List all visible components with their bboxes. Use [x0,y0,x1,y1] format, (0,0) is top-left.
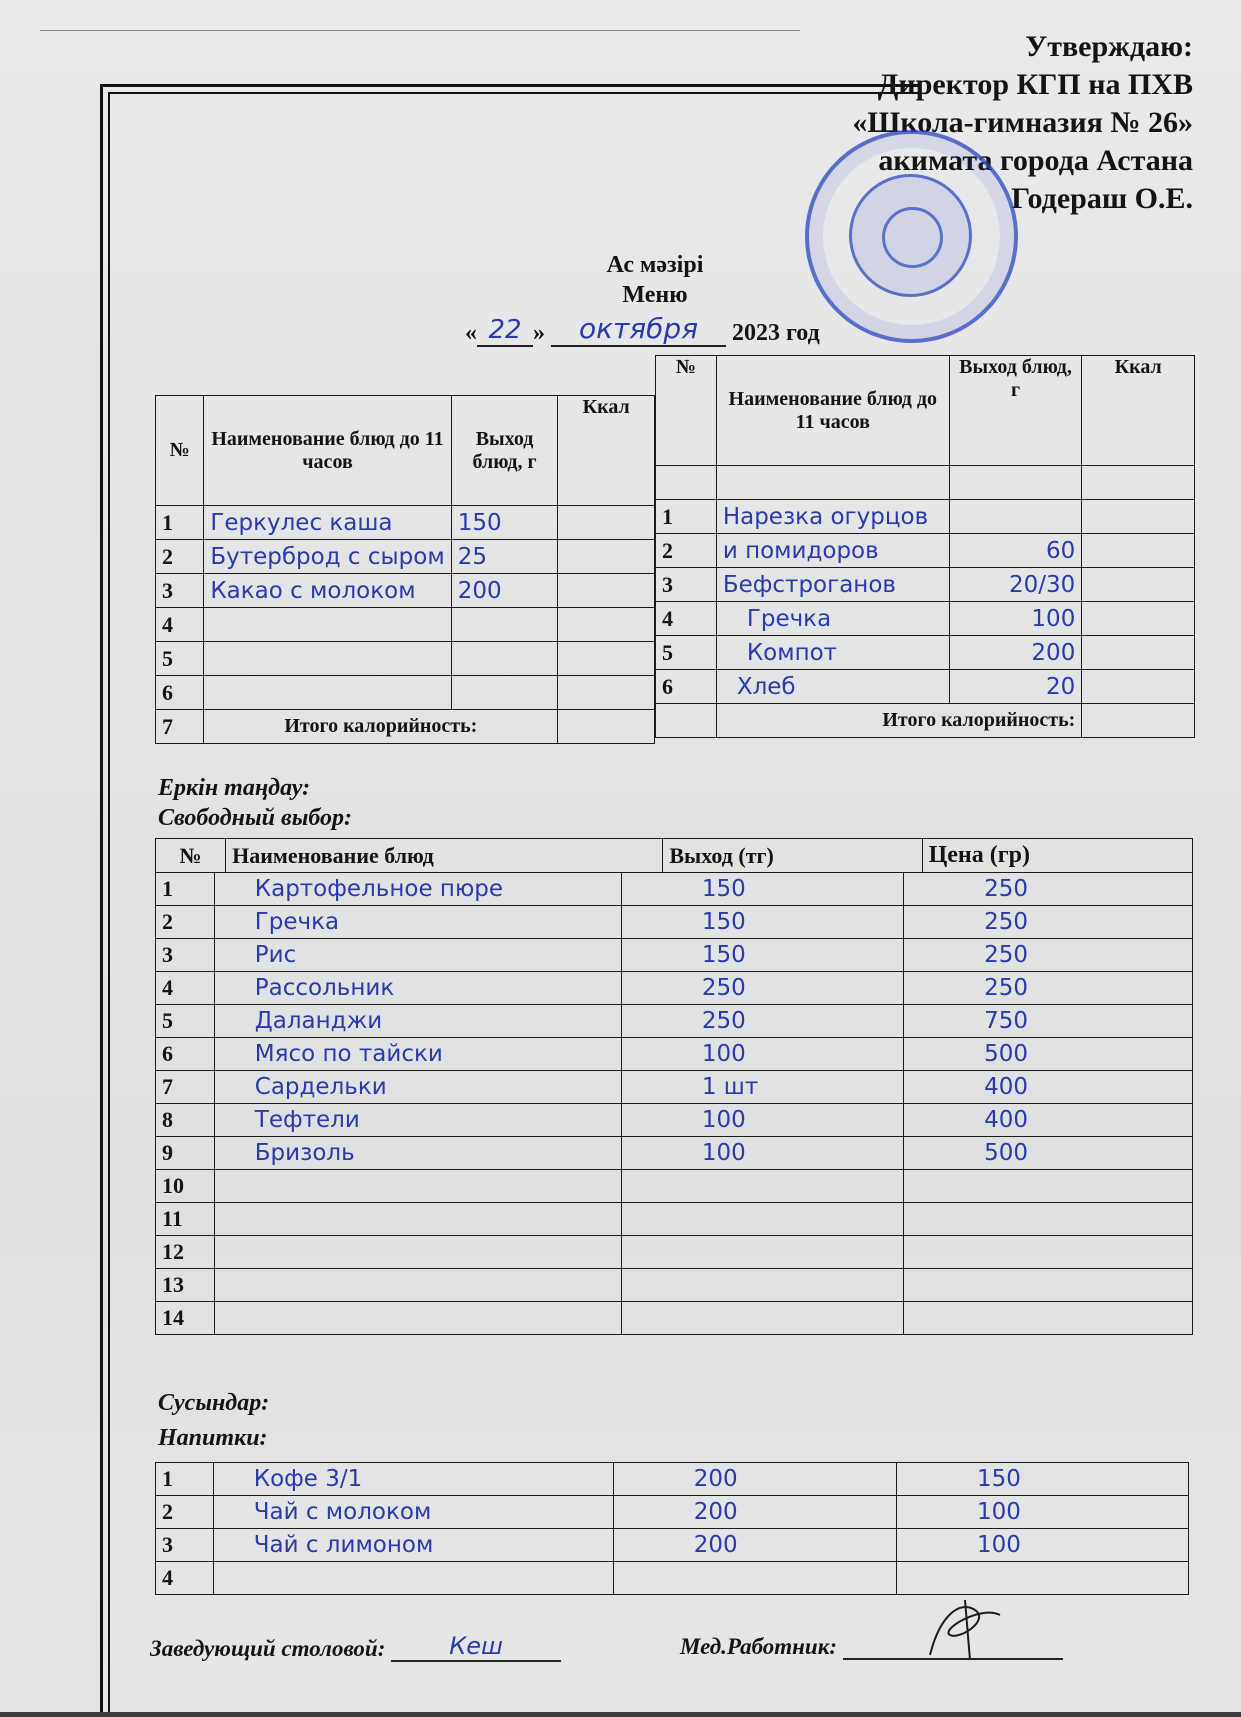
row-number: 4 [656,602,717,636]
date-quote-close: » [533,320,545,346]
col-output: Выход (тг) [663,839,922,873]
free-choice-table [155,838,1193,873]
col-price: Цена (гр) [922,839,1192,873]
dish-kcal [1082,534,1195,568]
dish-price: 100 [897,1529,1189,1562]
dish-price: 500 [904,1137,1193,1170]
dish-kcal [1082,466,1195,500]
row-number [656,466,717,500]
frame-top-faint [40,30,800,31]
dish-name: Хлеб [716,670,949,704]
dish-output [451,608,558,642]
dish-price [904,1203,1193,1236]
dish-kcal [558,608,655,642]
table-row [156,1170,1193,1203]
table-row [156,1137,1193,1170]
table-row [156,1463,1189,1496]
total-calories-label: Итого калорийность: [716,704,1082,738]
dish-output: 200 [451,574,558,608]
dish-output [621,1269,903,1302]
total-calories-label: Итого калорийность: [204,710,558,744]
table-row [156,1203,1193,1236]
row-number: 4 [156,1562,214,1595]
table-row [156,1038,1193,1071]
stamp-emblem [849,174,972,297]
dish-output: 150 [451,506,558,540]
row-number: 3 [656,568,717,602]
dish-name [214,1236,621,1269]
row-number: 5 [156,642,204,676]
total-calories-value [558,710,655,744]
row-number: 1 [656,500,717,534]
dish-output: 100 [621,1104,903,1137]
dish-name [204,642,451,676]
row-number: 1 [156,1463,214,1496]
free-choice-label-kz: Еркін таңдау: [158,775,311,801]
dish-output: 100 [621,1038,903,1071]
col-number: № [156,839,226,873]
dish-kcal [558,540,655,574]
dish-output: 1 шт [621,1071,903,1104]
date-day: 22 [477,315,533,347]
dish-name [214,1170,621,1203]
approval-line: Директор КГП на ПХВ [877,68,1193,101]
menu-table-right [655,355,1195,738]
table-row [156,1005,1193,1038]
signature-scribble-icon [920,1595,1010,1665]
date-month: октября [551,312,726,347]
stamp-emblem-core [882,207,943,268]
dish-name: Чай с лимоном [213,1529,613,1562]
row-number: 4 [156,972,215,1005]
dish-price: 250 [904,906,1193,939]
dish-output: 200 [613,1496,896,1529]
approval-line: акимата города Астана [878,144,1193,177]
table-row [156,1071,1193,1104]
dish-name [214,1302,621,1335]
dish-name: Сардельки [214,1071,621,1104]
free-choice-label-ru: Свободный выбор: [158,805,353,831]
dish-name: Даланджи [214,1005,621,1038]
row-number: 14 [156,1302,215,1335]
dish-name: Мясо по тайски [214,1038,621,1071]
dish-output [621,1302,903,1335]
col-dish-name: Наименование блюд [226,839,663,873]
dish-kcal [1082,670,1195,704]
dish-name: Картофельное пюре [214,873,621,906]
canteen-manager-signature [150,1632,561,1662]
dish-name: Нарезка огурцов [716,500,949,534]
dish-output: 150 [621,873,903,906]
dish-name [716,466,949,500]
table-row [156,873,1193,906]
drinks-label-kz: Сусындар: [158,1390,270,1416]
col-number: № [656,356,717,466]
total-calories-value [1082,704,1195,738]
dish-price: 500 [904,1038,1193,1071]
dish-kcal [558,506,655,540]
date-quote-open: « [465,320,477,346]
dish-name: Какао с молоком [204,574,451,608]
row-number: 3 [156,1529,214,1562]
dish-price: 150 [897,1463,1189,1496]
dish-name: и помидоров [716,534,949,568]
frame-left-outer [100,84,103,1712]
dish-name [214,1203,621,1236]
dish-output [451,676,558,710]
row-number: 6 [156,1038,215,1071]
dish-name: Гречка [214,906,621,939]
row-number: 6 [156,676,204,710]
dish-price: 100 [897,1496,1189,1529]
dish-price: 250 [904,873,1193,906]
menu-title [560,250,750,310]
approval-line: Утверждаю: [1025,30,1193,63]
dish-price [904,1170,1193,1203]
row-number: 3 [156,939,215,972]
dish-price: 750 [904,1005,1193,1038]
dish-price [897,1562,1189,1595]
frame-top-outer [100,84,920,87]
row-number: 6 [656,670,717,704]
dish-output [613,1562,896,1595]
approval-line: Годераш О.Е. [1011,182,1193,215]
dish-kcal [558,642,655,676]
dish-output: 200 [613,1463,896,1496]
approval-line: «Школа-гимназия № 26» [852,106,1193,139]
dish-name: Тефтели [214,1104,621,1137]
col-output: Выход блюд, г [949,356,1082,466]
row-number: 5 [156,1005,215,1038]
dish-name: Бефстроганов [716,568,949,602]
table-row [156,1562,1189,1595]
dish-price: 250 [904,939,1193,972]
drinks-table [155,1462,1189,1595]
canteen-manager-sign: Кеш [391,1632,561,1662]
row-number: 4 [156,608,204,642]
table-row [156,1496,1189,1529]
dish-kcal [1082,568,1195,602]
dish-name: Геркулес каша [204,506,451,540]
title-ru: Меню [622,282,688,308]
row-number: 7 [156,710,204,744]
free-choice-rows [155,872,1193,1335]
dish-name: Компот [716,636,949,670]
dish-output: 20 [949,670,1082,704]
dish-output [621,1170,903,1203]
dish-output: 20/30 [949,568,1082,602]
dish-name: Рассольник [214,972,621,1005]
dish-output: 200 [613,1529,896,1562]
col-kcal: Ккал [1082,356,1195,466]
frame-left-inner [108,92,110,1712]
menu-date [465,312,820,347]
dish-output: 100 [949,602,1082,636]
table-row [156,939,1193,972]
dish-price [904,1302,1193,1335]
dish-name: Гречка [716,602,949,636]
row-number: 2 [156,540,204,574]
dish-price [904,1269,1193,1302]
dish-name: Бутерброд с сыром [204,540,451,574]
dish-name: Бризоль [214,1137,621,1170]
row-number: 5 [656,636,717,670]
dish-price [904,1236,1193,1269]
col-number: № [156,396,204,506]
row-number: 1 [156,506,204,540]
row-number: 2 [156,1496,214,1529]
dish-kcal [1082,500,1195,534]
row-number: 8 [156,1104,215,1137]
dish-price: 250 [904,972,1193,1005]
row-number: 3 [156,574,204,608]
dish-output: 100 [621,1137,903,1170]
table-row [156,1529,1189,1562]
dish-name: Чай с молоком [213,1496,613,1529]
dish-output: 60 [949,534,1082,568]
date-year: 2023 год [732,320,820,346]
dish-output: 250 [621,972,903,1005]
menu-table-left [155,395,655,744]
dish-output [949,466,1082,500]
table-row [156,1302,1193,1335]
table-row [156,906,1193,939]
dish-output: 150 [621,906,903,939]
dish-price: 400 [904,1071,1193,1104]
dish-name [214,1269,621,1302]
row-number [656,704,717,738]
dish-price: 400 [904,1104,1193,1137]
dish-output: 250 [621,1005,903,1038]
dish-output [621,1203,903,1236]
official-stamp [805,130,1018,343]
dish-name [213,1562,613,1595]
dish-name [204,608,451,642]
row-number: 7 [156,1071,215,1104]
row-number: 9 [156,1137,215,1170]
dish-kcal [1082,602,1195,636]
dish-name: Кофе 3/1 [213,1463,613,1496]
row-number: 2 [656,534,717,568]
row-number: 13 [156,1269,215,1302]
row-number: 11 [156,1203,215,1236]
dish-kcal [1082,636,1195,670]
medical-worker-label: Мед.Работник: [680,1634,838,1659]
dish-name [204,676,451,710]
dish-output: 200 [949,636,1082,670]
row-number: 10 [156,1170,215,1203]
table-row [156,1104,1193,1137]
col-dish-name: Наименование блюд до 11 часов [204,396,451,506]
row-number: 12 [156,1236,215,1269]
row-number: 1 [156,873,215,906]
dish-kcal [558,676,655,710]
row-number: 2 [156,906,215,939]
table-row [156,1236,1193,1269]
dish-output [949,500,1082,534]
dish-name: Рис [214,939,621,972]
dish-output: 150 [621,939,903,972]
title-kz: Ас мәзірі [606,252,704,278]
col-output: Выход блюд, г [451,396,558,506]
frame-top-inner [108,92,920,94]
dish-kcal [558,574,655,608]
table-row [156,972,1193,1005]
dish-output [451,642,558,676]
drinks-label-ru: Напитки: [158,1425,268,1451]
table-row [156,1269,1193,1302]
col-dish-name: Наименование блюд до 11 часов [716,356,949,466]
col-kcal: Ккал [558,396,655,506]
dish-output [621,1236,903,1269]
dish-output: 25 [451,540,558,574]
canteen-manager-label: Заведующий столовой: [150,1636,386,1661]
